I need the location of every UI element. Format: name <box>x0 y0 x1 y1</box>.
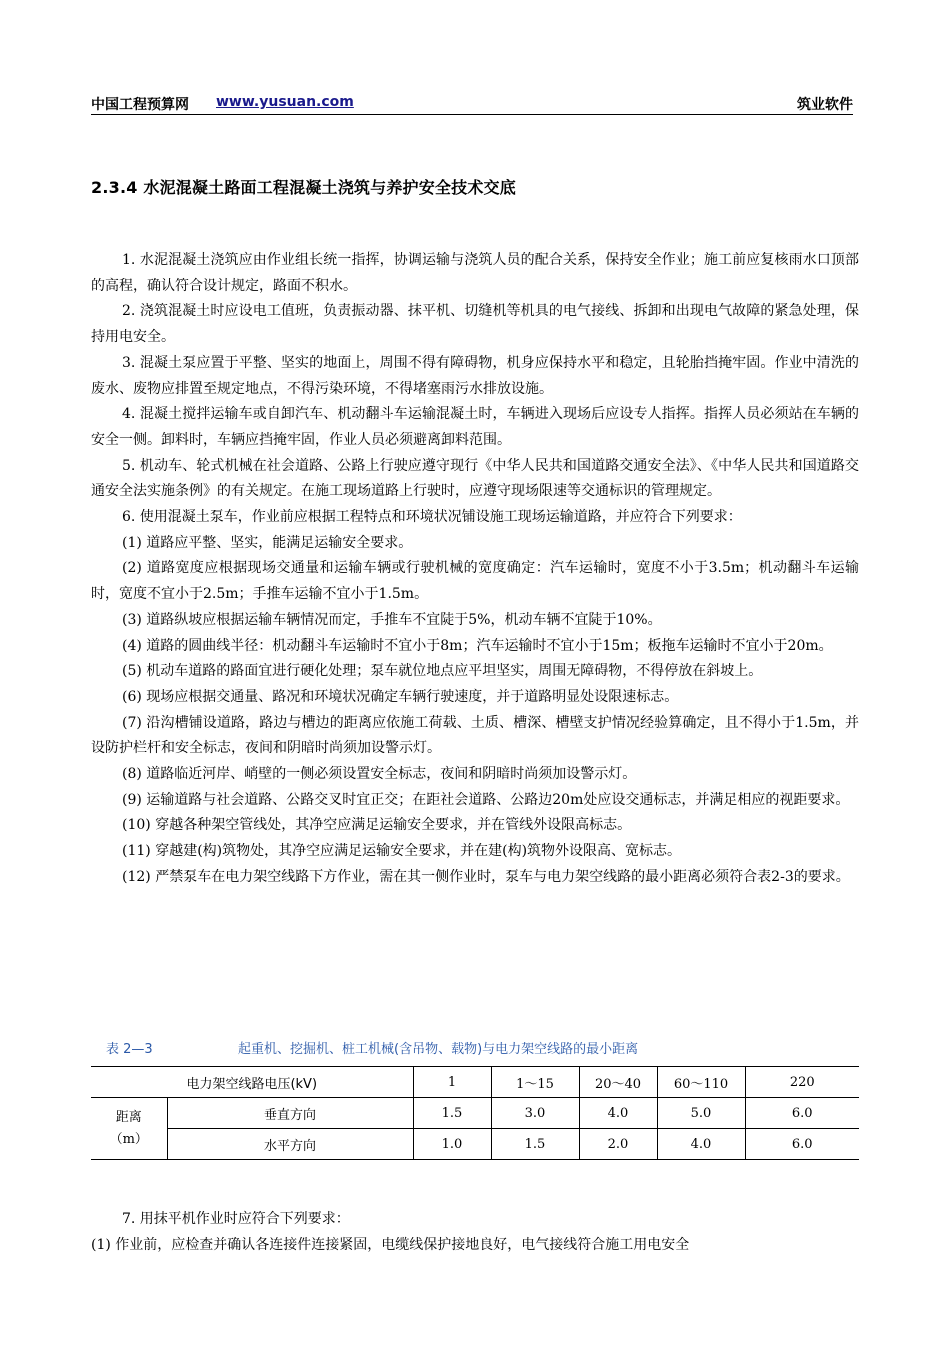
list-item: (5) 机动车道路的路面宜进行硬化处理；泵车就位地点应平坦坚实，周围无障碍物，不得停放在斜坡上。 <box>122 663 763 680</box>
table-cell: 4.0 <box>657 1129 745 1160</box>
document-title: 2.3.4 水泥混凝土路面工程混凝土浇筑与养护安全技术交底 <box>91 178 516 197</box>
site-name: 中国工程预算网 <box>91 97 189 113</box>
list-item: (1) 作业前，应检查并确认各连接件连接紧固，电缆线保护接地良好，电气接线符合施工用电安全 <box>91 1237 690 1253</box>
voltage-header: 电力架空线路电压(kV) <box>91 1067 413 1098</box>
table-cell: 1 <box>413 1067 491 1098</box>
list-item: (9) 运输道路与社会道路、公路交叉时宜正交；在距社会道路、公路边20m处应设交通标志，并满足相应的视距要求。 <box>122 791 850 808</box>
table-cell: 6.0 <box>745 1129 859 1160</box>
list-item: (2) 道路宽度应根据现场交通量和运输车辆或行驶机械的宽度确定：汽车运输时，宽度不小于3.5m；机动翻斗车运输时，宽度不宜小于2.5m；手推车运输不宜小于1.5m。 <box>91 560 859 603</box>
table-cell: 1.5 <box>413 1098 491 1129</box>
group-label-line: （m） <box>109 1131 148 1147</box>
table-header-row <box>91 1067 859 1098</box>
list-item: (11) 穿越建(构)筑物处，其净空应满足运输安全要求，并在建(构)筑物外设限高、宽标志。 <box>122 843 682 860</box>
table-cell: 1～15 <box>491 1067 579 1098</box>
row-label: 水平方向 <box>167 1129 413 1160</box>
paragraph: 3. 混凝土泵应置于平整、坚实的地面上，周围不得有障碍物，机身应保持水平和稳定，且轮胎挡掩牢固。作业中清洗的废水、废物应排置至规定地点，不得污染环境，不得堵塞雨污水排放设施。 <box>91 354 859 397</box>
table-row <box>91 1129 859 1160</box>
table-cell: 1.5 <box>491 1129 579 1160</box>
distance-group-label <box>91 1098 167 1160</box>
table-row <box>91 1098 859 1129</box>
table-caption <box>106 1038 726 1056</box>
table-number: 表 2—3 <box>106 1042 153 1057</box>
list-item: (1) 道路应平整、坚实，能满足运输安全要求。 <box>122 534 413 551</box>
table-cell: 3.0 <box>491 1098 579 1129</box>
table-cell: 20～40 <box>579 1067 657 1098</box>
table-cell: 1.0 <box>413 1129 491 1160</box>
list-item: (3) 道路纵坡应根据运输车辆情况而定，手推车不宜陡于5%，机动车辆不宜陡于10%。 <box>122 611 662 628</box>
table-title: 起重机、挖掘机、桩工机械(含吊物、载物)与电力架空线路的最小距离 <box>238 1042 639 1057</box>
page-header <box>91 94 853 115</box>
table-cell: 4.0 <box>579 1098 657 1129</box>
paragraph: 6. 使用混凝土泵车，作业前应根据工程特点和环境状况铺设施工现场运输道路，并应符合下列要求： <box>122 509 742 526</box>
paragraph: 7. 用抹平机作业时应符合下列要求： <box>122 1211 350 1227</box>
table-cell: 5.0 <box>657 1098 745 1129</box>
paragraph: 1. 水泥混凝土浇筑应由作业组长统一指挥，协调运输与浇筑人员的配合关系，保持安全作业；施工前应复核雨水口顶部的高程，确认符合设计规定，路面不积水。 <box>91 252 859 294</box>
table-cell: 2.0 <box>579 1129 657 1160</box>
distance-table <box>91 1066 859 1160</box>
paragraph: 4. 混凝土搅拌运输车或自卸汽车、机动翻斗车运输混凝土时，车辆进入现场后应设专人指挥。指挥人员必须站在车辆的安全一侧。卸料时，车辆应挡掩牢固，作业人员必须避离卸料范围。 <box>91 406 859 448</box>
table-cell: 6.0 <box>745 1098 859 1129</box>
row-label: 垂直方向 <box>167 1098 413 1129</box>
paragraph: 5. 机动车、轮式机械在社会道路、公路上行驶应遵守现行《中华人民共和国道路交通安全法》、《中华人民共和国道路交通安全法实施条例》的有关规定。在施工现场道路上行驶时，应遵守现场限速等交通标识的管理规定。 <box>91 457 859 500</box>
table-cell: 60～110 <box>657 1067 745 1098</box>
list-item: (10) 穿越各种架空管线处，其净空应满足运输安全要求，并在管线外设限高标志。 <box>122 817 632 834</box>
list-item: (6) 现场应根据交通量、路况和环境状况确定车辆行驶速度，并于道路明显处设限速标志。 <box>122 688 679 705</box>
brand-name: 筑业软件 <box>797 97 853 113</box>
list-item: (8) 道路临近河岸、峭壁的一侧必须设置安全标志，夜间和阴暗时尚须加设警示灯。 <box>122 766 637 783</box>
list-item: (4) 道路的圆曲线半径：机动翻斗车运输时不宜小于8m；汽车运输时不宜小于15m；板拖车运输时不宜小于20m。 <box>122 637 833 654</box>
document-body-continued <box>91 1206 859 1258</box>
list-item: (12) 严禁泵车在电力架空线路下方作业，需在其一侧作业时，泵车与电力架空线路的最小距离必须符合表2-3的要求。 <box>122 868 850 885</box>
paragraph: 2. 浇筑混凝土时应设电工值班，负责振动器、抹平机、切缝机等机具的电气接线、拆卸和出现电气故障的紧急处理，保持用电安全。 <box>91 303 859 346</box>
site-url-link[interactable]: www.yusuan.com <box>216 94 354 110</box>
list-item: (7) 沿沟槽铺设道路，路边与槽边的距离应依施工荷载、土质、槽深、槽壁支护情况经验算确定，且不得小于1.5m，并设防护栏杆和安全标志，夜间和阴暗时尚须加设警示灯。 <box>91 714 859 757</box>
table-cell: 220 <box>745 1067 859 1098</box>
group-label-line: 距离 <box>115 1109 142 1125</box>
document-body <box>91 248 859 891</box>
